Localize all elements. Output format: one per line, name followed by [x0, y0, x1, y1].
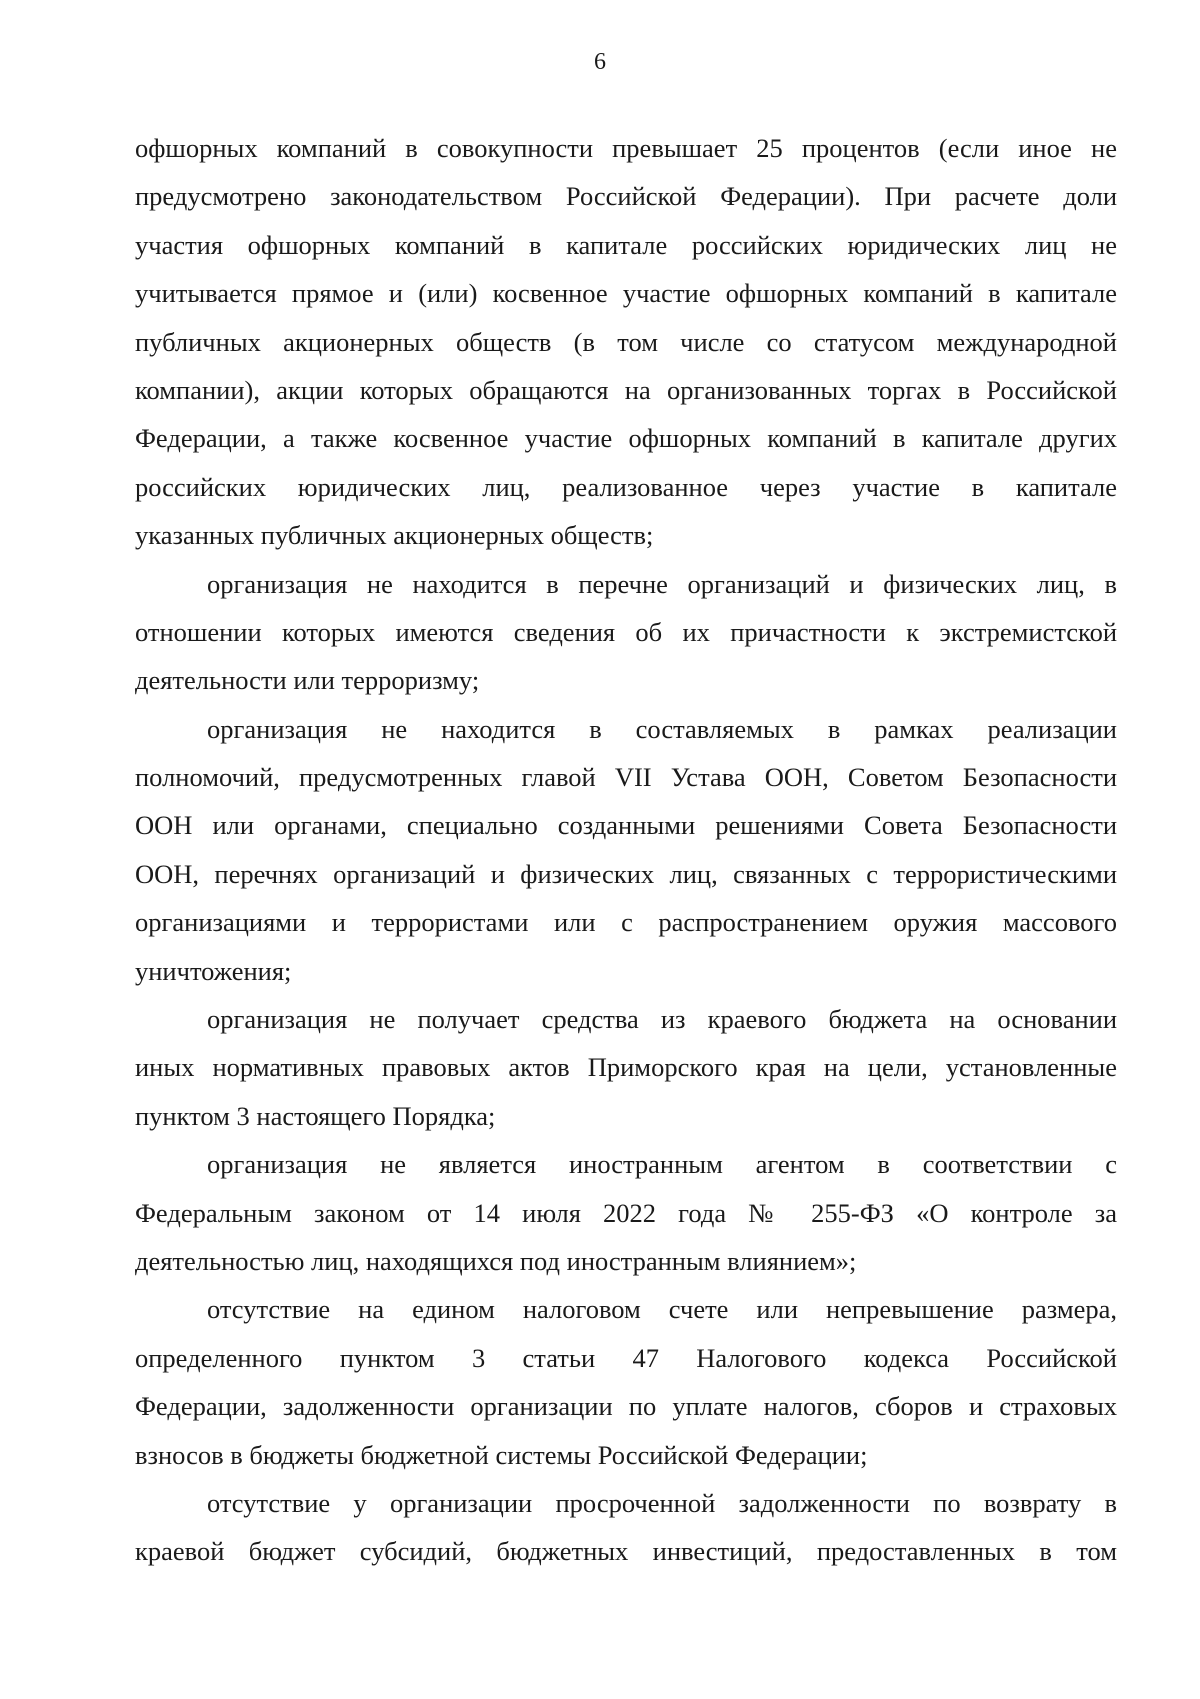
text-line: краевой бюджет субсидий, бюджетных инвестиций, предоставленных в том — [135, 1536, 1117, 1567]
text-line: офшорных компаний в совокупности превышает 25 процентов (если иное не — [135, 133, 1117, 163]
text-line: предусмотрено законодательством Российской Федерации). При расчете доли — [135, 181, 1117, 212]
text-line: уничтожения; — [135, 955, 292, 986]
text-line: деятельности или терроризму; — [135, 665, 480, 696]
text-line: определенного пунктом 3 статьи 47 Налогового кодекса Российской — [135, 1342, 1117, 1373]
text-line: Федеральным законом от 14 июля 2022 года № 255-ФЗ «О контроле за — [135, 1197, 1117, 1228]
text-line: указанных публичных акционерных обществ; — [135, 520, 654, 551]
text-line: отсутствие на едином налоговом счете или непревышение размера, — [207, 1294, 1117, 1325]
text-line: организация не является иностранным агентом в соответствии с — [207, 1149, 1117, 1180]
page-number: 6 — [594, 49, 606, 75]
text-line: пунктом 3 настоящего Порядка; — [135, 1100, 496, 1131]
text-line: Федерации, задолженности организации по уплате налогов, сборов и страховых — [135, 1391, 1117, 1422]
document-body — [135, 124, 1117, 1576]
text-line: организация не находится в перечне организаций и физических лиц, в — [207, 568, 1117, 599]
text-line: организация не получает средства из краевого бюджета на основании — [207, 1004, 1117, 1035]
text-line: публичных акционерных обществ (в том числе со статусом международной — [135, 326, 1117, 357]
text-line: ООН, перечнях организаций и физических лиц, связанных с террористическими — [135, 858, 1117, 889]
text-line: учитывается прямое и (или) косвенное участие офшорных компаний в капитале — [135, 278, 1117, 309]
text-line: взносов в бюджеты бюджетной системы Российской Федерации; — [135, 1439, 868, 1470]
text-line: отсутствие у организации просроченной задолженности по возврату в — [207, 1487, 1117, 1518]
text-line: ООН или органами, специально созданными решениями Совета Безопасности — [135, 810, 1117, 841]
text-line: иных нормативных правовых актов Приморского края на цели, установленные — [135, 1052, 1117, 1083]
text-line: полномочий, предусмотренных главой VII Устава ООН, Советом Безопасности — [135, 762, 1117, 793]
text-line: организация не находится в составляемых в рамках реализации — [207, 713, 1117, 744]
text-line: участия офшорных компаний в капитале российских юридических лиц не — [135, 229, 1117, 260]
text-line: организациями и террористами или с распространением оружия массового — [135, 907, 1117, 938]
text-line: российских юридических лиц, реализованное через участие в капитале — [135, 471, 1117, 502]
text-line: отношении которых имеются сведения об их причастности к экстремистской — [135, 616, 1117, 647]
text-line: компании), акции которых обращаются на организованных торгах в Российской — [135, 374, 1117, 405]
text-line: деятельностью лиц, находящихся под иностранным влиянием»; — [135, 1245, 857, 1276]
text-line: Федерации, а также косвенное участие офшорных компаний в капитале других — [135, 423, 1117, 454]
